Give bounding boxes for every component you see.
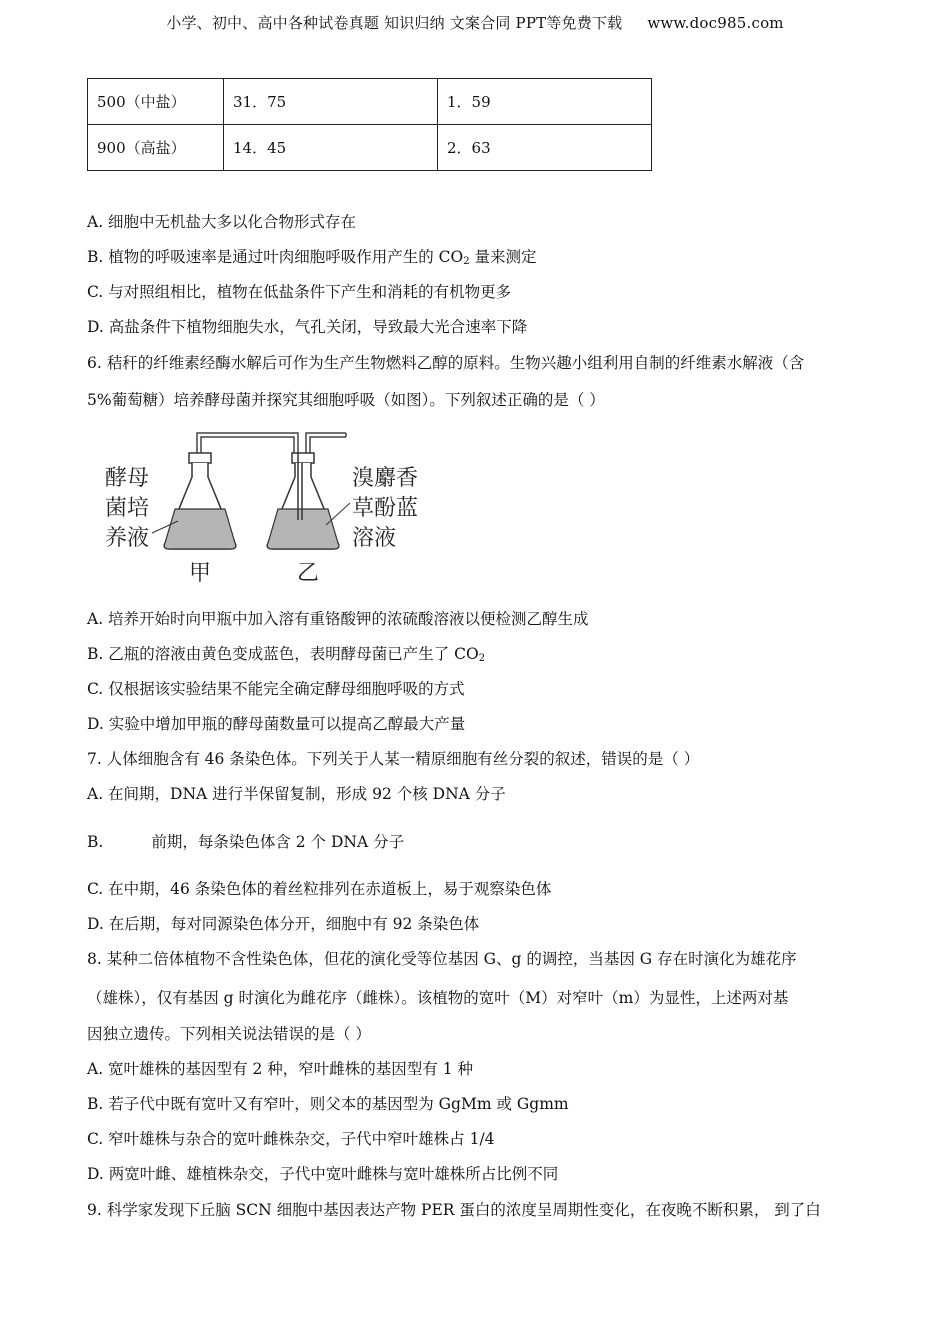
- indicator-solution-fill: [267, 509, 339, 549]
- page-header: [0, 12, 950, 33]
- q8-option-a: A. 宽叶雄株的基因型有 2 种，窄叶雌株的基因型有 1 种: [87, 1060, 473, 1078]
- table-cell: 500（中盐）: [88, 79, 224, 125]
- right-label-line-2: 草酚蓝: [352, 496, 419, 521]
- q6-option-c: C. 仅根据该实验结果不能完全确定酵母细胞呼吸的方式: [87, 680, 465, 698]
- subscript: 2: [478, 653, 486, 664]
- q7-option-b: [87, 832, 404, 852]
- right-label-line-1: 溴麝香: [352, 466, 419, 491]
- right-label-line-3: 溶液: [352, 526, 397, 551]
- q8-stem-line-1: 8. 某种二倍体植物不含性染色体，但花的演化受等位基因 G、g 的调控，当基因 G 存在时演化为雄花序: [87, 950, 797, 968]
- stopper-icon: [292, 453, 314, 463]
- connecting-tube-outer: [197, 433, 298, 453]
- q6-option-a: A. 培养开始时向甲瓶中加入溶有重铬酸钾的浓硫酸溶液以便检测乙醇生成: [87, 610, 589, 628]
- flask-a-label: 甲: [189, 561, 212, 585]
- q6-stem-line-1: 6. 秸秆的纤维素经酶水解后可作为生产生物燃料乙醇的原料。生物兴趣小组利用自制的纤维素水解液（含: [87, 354, 805, 372]
- q6-option-b: [87, 644, 485, 669]
- q7-option-d: D. 在后期，每对同源染色体分开，细胞中有 92 条染色体: [87, 915, 480, 933]
- table-cell: 14．45: [224, 125, 438, 171]
- q8-option-b: B. 若子代中既有宽叶又有窄叶，则父本的基因型为 GgMm 或 Ggmm: [87, 1095, 569, 1113]
- table-cell: 1．59: [438, 79, 652, 125]
- outlet-tube-inner: [310, 437, 346, 453]
- q6-stem-line-2: 5%葡萄糖）培养酵母菌并探究其细胞呼吸（如图）。下列叙述正确的是（ ）: [87, 391, 605, 409]
- table-cell: 900（高盐）: [88, 125, 224, 171]
- q5-option-b: [87, 247, 537, 272]
- q5-option-b-tail: 量来测定: [469, 248, 537, 266]
- subscript: 2: [463, 256, 470, 267]
- header-url[interactable]: www.doc985.com: [647, 14, 784, 32]
- left-label-line-1: 酵母: [105, 466, 150, 491]
- q8-stem-line-3: 因独立遗传。下列相关说法错误的是（ ）: [87, 1025, 371, 1043]
- q8-option-c: C. 窄叶雄株与杂合的宽叶雌株杂交，子代中窄叶雄株占 1/4: [87, 1130, 495, 1148]
- q5-option-c: C. 与对照组相比，植物在低盐条件下产生和消耗的有机物更多: [87, 283, 512, 301]
- q8-option-d: D. 两宽叶雌、雄植株杂交，子代中宽叶雌株与宽叶雄株所占比例不同: [87, 1165, 559, 1183]
- q8-stem-line-2: （雄株），仅有基因 g 时演化为雌花序（雌株）。该植物的宽叶（M）对窄叶（m）为显性，上述两对基: [87, 989, 789, 1007]
- q7-option-b-text: 前期，每条染色体含 2 个 DNA 分子: [151, 833, 405, 851]
- flask-experiment-figure: [100, 425, 440, 585]
- q5-option-d: D. 高盐条件下植物细胞失水，气孔关闭，导致最大光合速率下降: [87, 318, 528, 336]
- q6-option-d: D. 实验中增加甲瓶的酵母菌数量可以提高乙醇最大产量: [87, 715, 466, 733]
- table-row: [88, 79, 652, 125]
- q7-stem: 7. 人体细胞含有 46 条染色体。下列关于人某一精原细胞有丝分裂的叙述，错误的是（ ）: [87, 750, 700, 768]
- left-label-line-2: 菌培: [105, 496, 150, 521]
- stopper-icon: [189, 453, 211, 463]
- q6-option-b-text: B. 乙瓶的溶液由黄色变成蓝色，表明酵母菌已产生了 CO: [87, 645, 479, 663]
- left-label-line-3: 养液: [105, 526, 150, 551]
- table-cell: 31．75: [224, 79, 438, 125]
- yeast-solution-fill: [164, 509, 236, 549]
- header-text: 小学、初中、高中各种试卷真题 知识归纳 文案合同 PPT等免费下载: [166, 14, 623, 32]
- q5-option-a: A. 细胞中无机盐大多以化合物形式存在: [87, 213, 357, 231]
- q9-stem-line-1: 9. 科学家发现下丘脑 SCN 细胞中基因表达产物 PER 蛋白的浓度呈周期性变化，在夜晚不断积累， 到了白: [87, 1201, 821, 1219]
- q5-option-b-text: B. 植物的呼吸速率是通过叶肉细胞呼吸作用产生的 CO: [87, 248, 464, 266]
- flask-b-label: 乙: [297, 561, 320, 585]
- q7-option-c: C. 在中期，46 条染色体的着丝粒排列在赤道板上，易于观察染色体: [87, 880, 552, 898]
- connecting-tube-inner: [201, 437, 294, 453]
- q7-option-a: A. 在间期，DNA 进行半保留复制，形成 92 个核 DNA 分子: [87, 785, 506, 803]
- q7-option-b-label: B.: [87, 833, 104, 851]
- flask-diagram: [100, 425, 440, 585]
- outlet-tube-outer: [306, 433, 346, 453]
- table-row: [88, 125, 652, 171]
- table-cell: 2．63: [438, 125, 652, 171]
- data-table: [87, 78, 652, 171]
